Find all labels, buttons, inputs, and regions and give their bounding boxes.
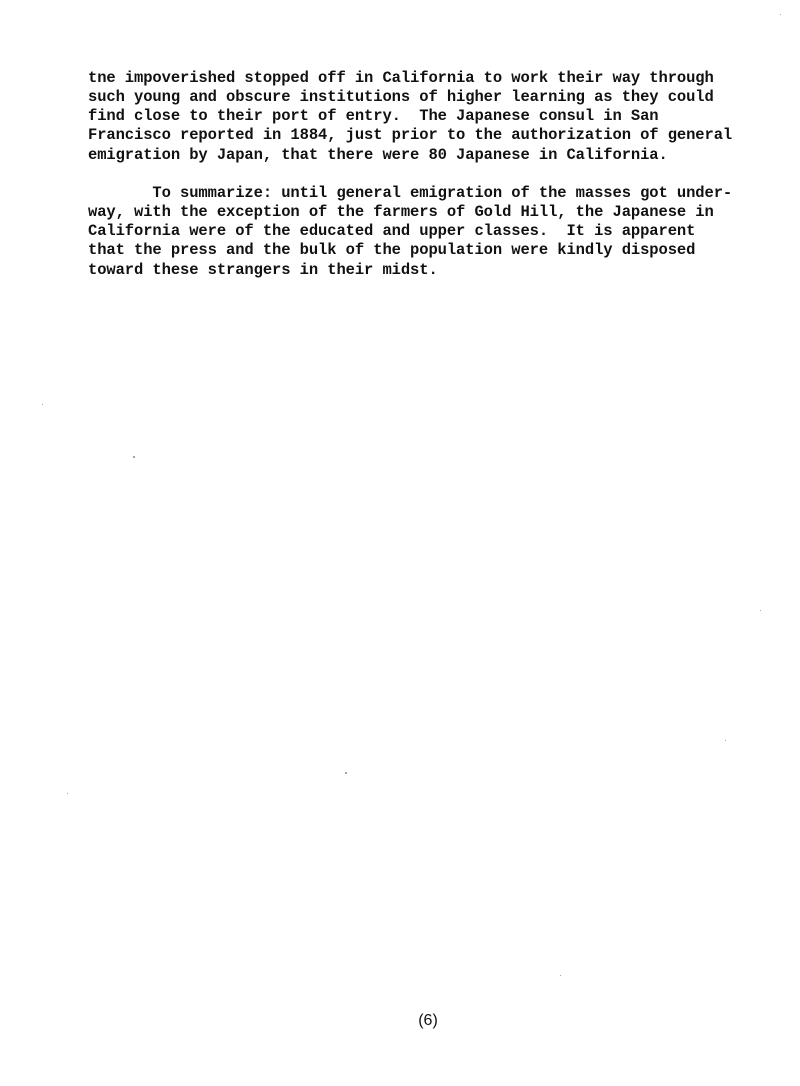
paragraph1-line-5: emigration by Japan, that there were 80 Japanese in California. (88, 146, 668, 164)
scan-speck (760, 610, 761, 611)
scan-speck (42, 404, 43, 405)
scan-speck (560, 975, 561, 976)
page-number: (6) (418, 1012, 438, 1029)
scan-speck (780, 14, 781, 15)
scan-speck (345, 772, 347, 774)
paragraph2-line-4: that the press and the bulk of the population were kindly disposed (88, 241, 696, 259)
paragraph2-line-1: To summarize: until general emigration of the masses got under- (88, 184, 733, 202)
paragraph1-line-4: Francisco reported in 1884, just prior to the authorization of general (88, 126, 733, 144)
paragraph1-line-2: such young and obscure institutions of higher learning as they could (88, 88, 714, 106)
paragraph2-line-3: California were of the educated and upper classes. It is apparent (88, 222, 696, 240)
scan-speck (725, 740, 726, 741)
paragraph2-line-5: toward these strangers in their midst. (88, 261, 438, 279)
paragraph2-line-2: way, with the exception of the farmers of Gold Hill, the Japanese in (88, 203, 714, 221)
scan-speck (133, 456, 135, 458)
scan-speck (67, 793, 68, 794)
paragraph1-line-3: find close to their port of entry. The Japanese consul in San (88, 107, 659, 125)
paragraph1-line-1: tne impoverished stopped off in California to work their way through (88, 69, 714, 87)
